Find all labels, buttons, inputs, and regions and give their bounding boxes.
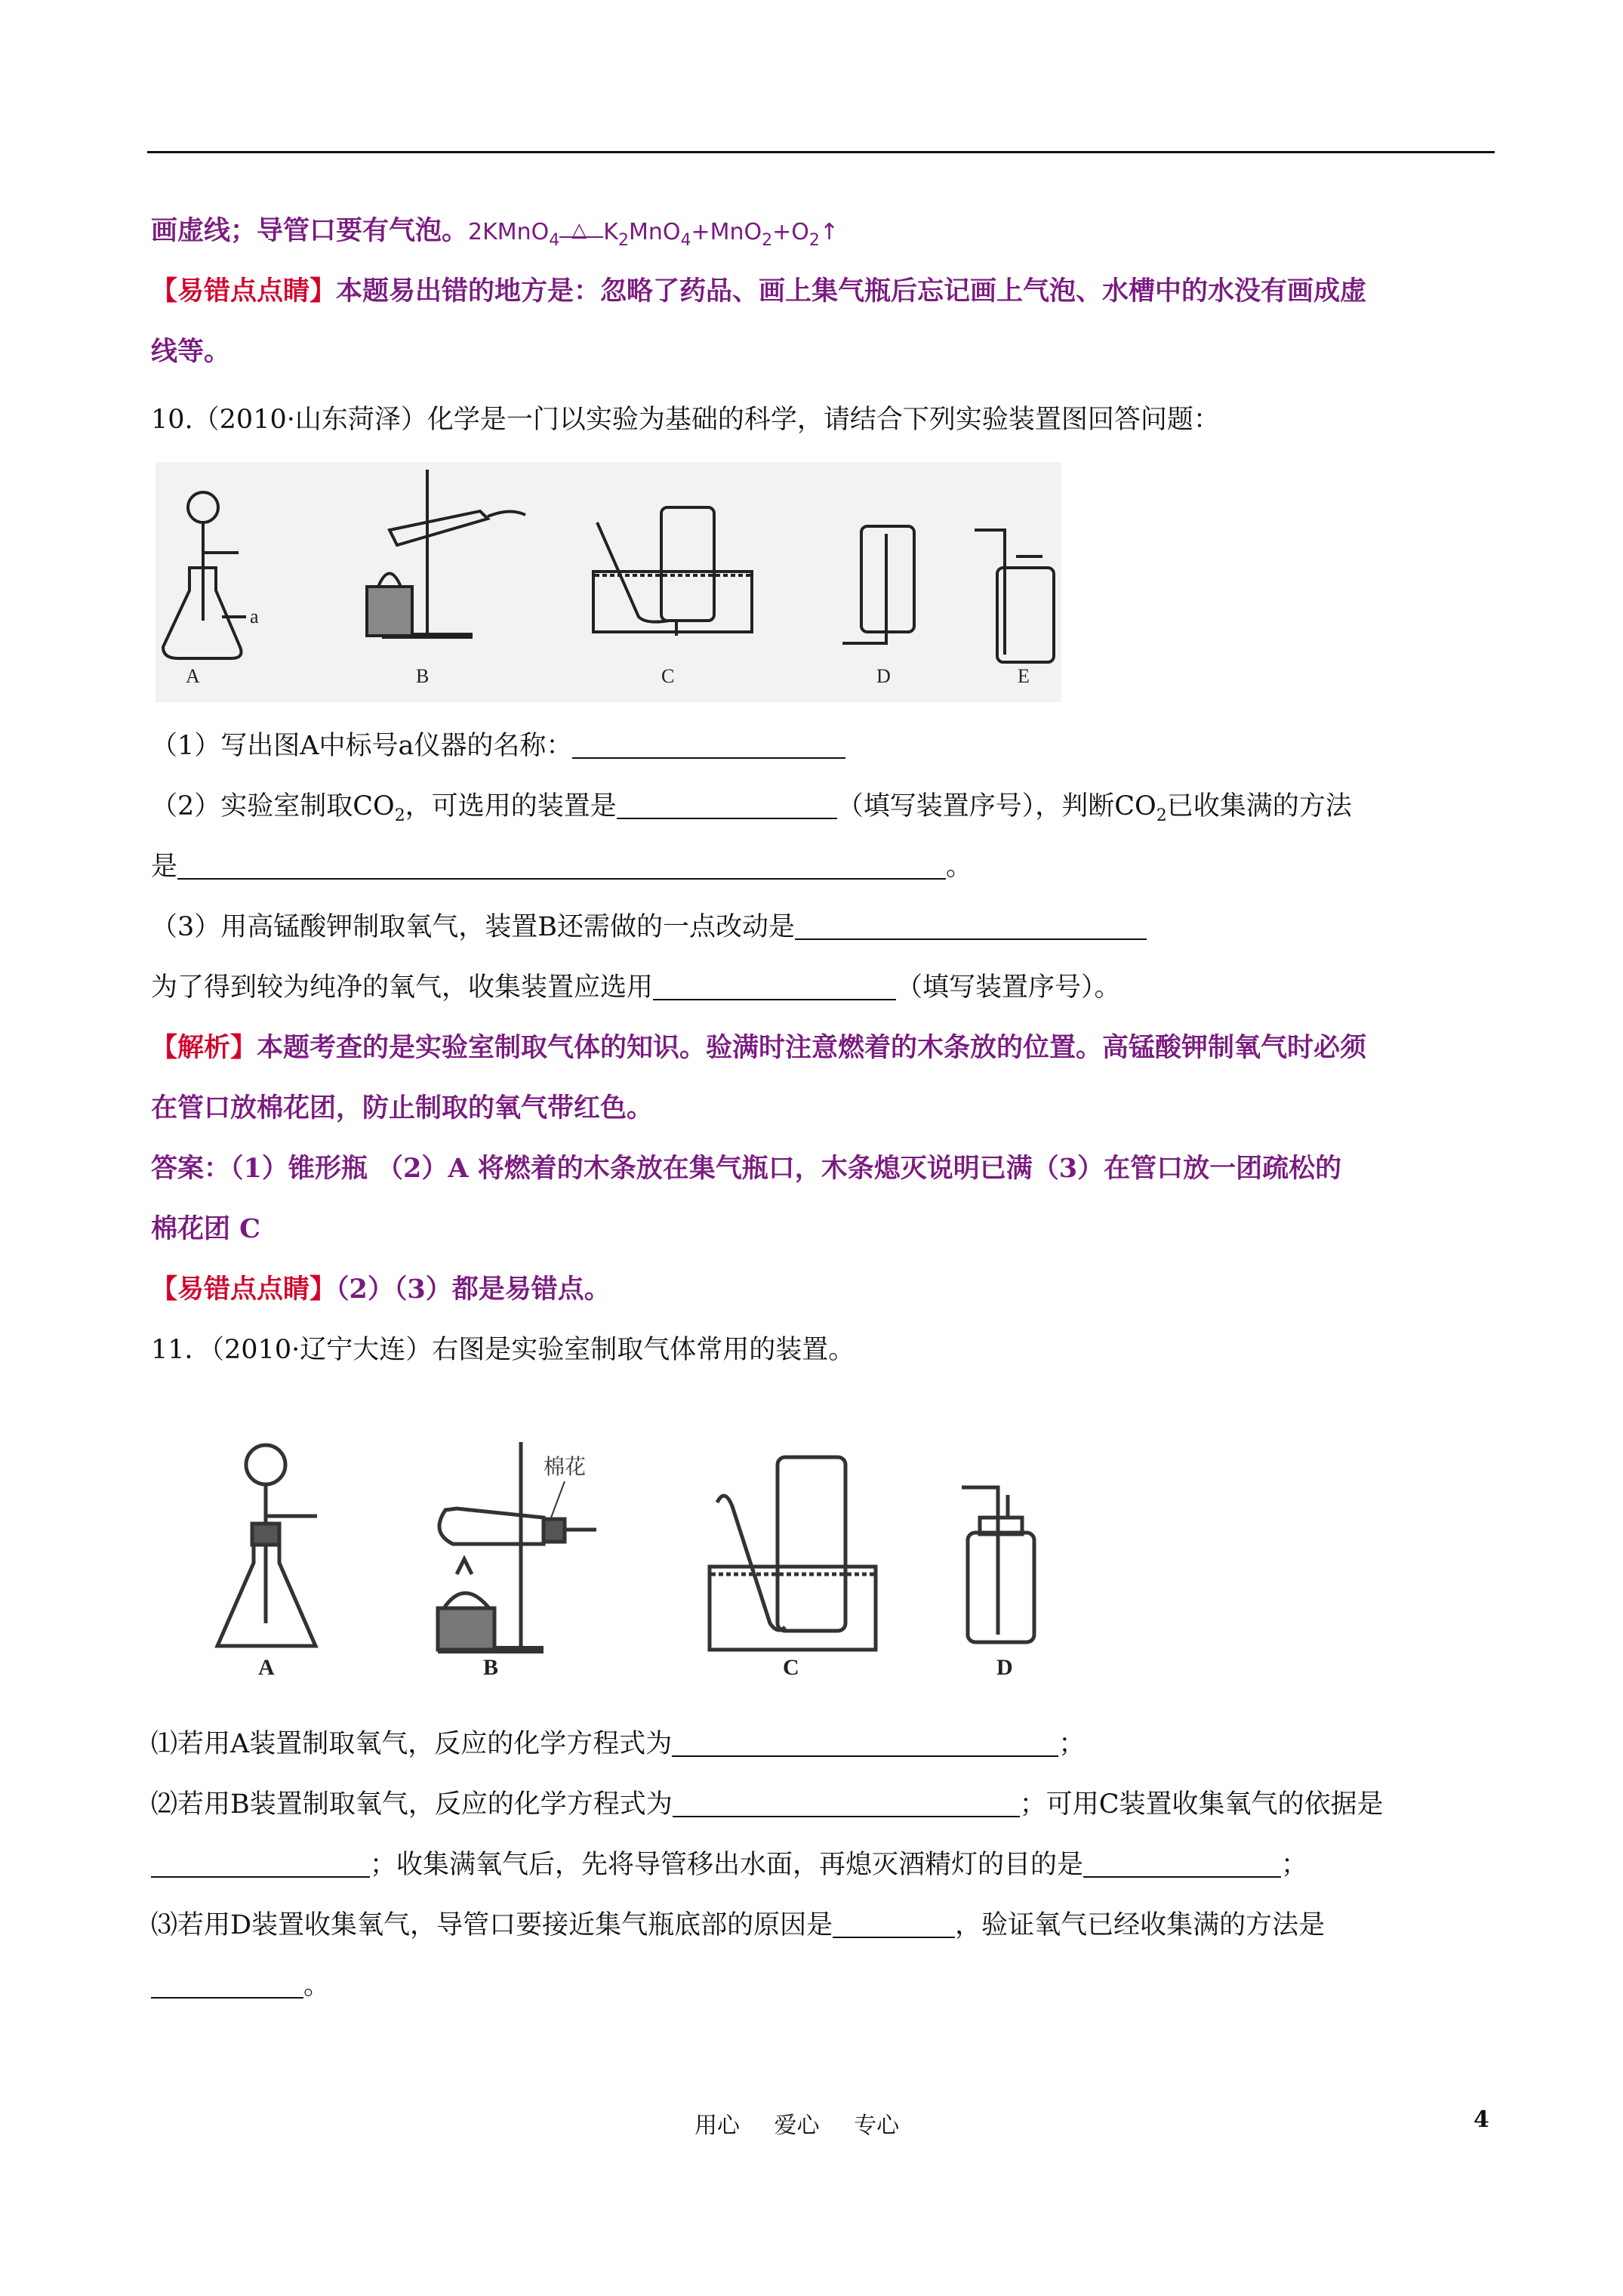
q10-sub2-continued: 是 。 (151, 852, 973, 882)
answer-blank[interactable] (833, 1911, 955, 1938)
page-number: 4 (1474, 2106, 1489, 2133)
q10-analysis (151, 1031, 1366, 1065)
label-a: A (258, 1655, 275, 1676)
q10-answer-continued: 棉花团 C (151, 1213, 261, 1244)
q11-sub2: ⑵若用B装置制取氧气，反应的化学方程式为 ；可用C装置收集氧气的依据是 (151, 1789, 1384, 1820)
q10-sub2: （2）实验室制取$CO_2$，可选用的装置是 （填写装置序号），判断$CO_2$已收集满的方法 (151, 791, 1352, 825)
answer-blank[interactable] (673, 1790, 1020, 1817)
label-d: D (996, 1655, 1013, 1676)
answer-blank[interactable] (795, 913, 1147, 940)
q10-apparatus-figure (156, 462, 1061, 702)
error-note-text: 本题易出错的地方是：忽略了药品、画上集气瓶后忘记画上气泡、水槽中的水没有画成虚 (336, 276, 1367, 307)
chemical-equation: 2KMnO$_4$ △ $K_2MnO_4+MnO_2+O_2↑$ (468, 219, 839, 245)
q11-sub1: ⑴若用A装置制取氧气，反应的化学方程式为 ； (151, 1729, 1086, 1759)
q11-apparatus-figure (204, 1435, 1064, 1676)
label-b: B (483, 1655, 499, 1676)
q11-sub3-continued: 。 (151, 1969, 330, 2002)
apparatus-d-bottle (962, 1487, 1034, 1642)
q10-sub3-continued: 为了得到较为纯净的氧气，收集装置应选用 （填写装置序号）。 (151, 972, 1121, 1003)
header-rule (147, 151, 1495, 153)
label-b: B (416, 665, 430, 687)
label-e: E (1018, 665, 1030, 687)
answer-continuation-line (151, 214, 839, 249)
footer-item: 爱心 (774, 2113, 820, 2139)
error-note-1-continued: 线等。 (151, 336, 231, 367)
answer-blank[interactable] (151, 1971, 303, 1999)
analysis-tag: 【解析】 (151, 1032, 257, 1063)
question-10-stem: 10.（2010·山东菏泽）化学是一门以实验为基础的科学，请结合下列实验装置图回答问题： (151, 405, 1220, 435)
q10-answer: 答案：（1）锥形瓶 （2）A 将燃着的木条放在集气瓶口，木条熄灭说明已满（3）在管口放一团疏松的 (151, 1153, 1342, 1184)
page-footer (694, 2106, 926, 2140)
answer-blank[interactable] (177, 852, 946, 880)
answer-blank[interactable] (617, 792, 837, 819)
q10-sub3: （3）用高锰酸钾制取氧气，装置B还需做的一点改动是 (151, 911, 1147, 944)
label-c: C (661, 665, 675, 687)
answer-blank[interactable] (151, 1851, 370, 1878)
q10-error-note (151, 1273, 611, 1306)
question-11-stem: 11．（2010·辽宁大连）右图是实验室制取气体常用的装置。 (151, 1335, 855, 1365)
heat-condition-icon: △ (559, 217, 603, 242)
answer-continuation-text: 画虚线；导管口要有气泡。 (151, 215, 469, 246)
footer-item: 用心 (694, 2113, 740, 2139)
label-a: A (186, 665, 200, 687)
answer-blank[interactable] (1083, 1851, 1281, 1878)
apparatus-a-flask (217, 1445, 317, 1646)
error-note-text: （2）（3）都是易错点。 (336, 1274, 611, 1305)
q11-sub2-continued: ；收集满氧气后，先将导管移出水面，再熄灭酒精灯的目的是 ； (151, 1848, 1307, 1881)
cotton-label: 棉花 (544, 1454, 587, 1479)
error-note-1 (151, 275, 1366, 308)
q10-analysis-continued: 在管口放棉花团，防止制取的氧气带红色。 (151, 1093, 654, 1123)
error-note-tag: 【易错点点睛】 (151, 276, 337, 307)
apparatus-c-water-trough (710, 1457, 876, 1650)
answer-blank[interactable] (572, 732, 845, 759)
label-d: D (876, 665, 891, 687)
answer-blank[interactable] (653, 973, 896, 1000)
label-a-marker: a (250, 606, 259, 627)
analysis-text: 本题考查的是实验室制取气体的知识。验满时注意燃着的木条放的位置。高锰酸钾制氧气时必须 (257, 1032, 1367, 1063)
footer-item: 专心 (854, 2113, 900, 2139)
q11-sub3: ⑶若用D装置收集氧气，导管口要接近集气瓶底部的原因是 ，验证氧气已经收集满的方法是 (151, 1910, 1326, 1940)
answer-blank[interactable] (672, 1730, 1058, 1757)
error-note-tag: 【易错点点睛】 (151, 1274, 337, 1305)
q10-sub1: （1）写出图A中标号a仪器的名称： (151, 729, 845, 763)
label-c: C (783, 1655, 799, 1676)
